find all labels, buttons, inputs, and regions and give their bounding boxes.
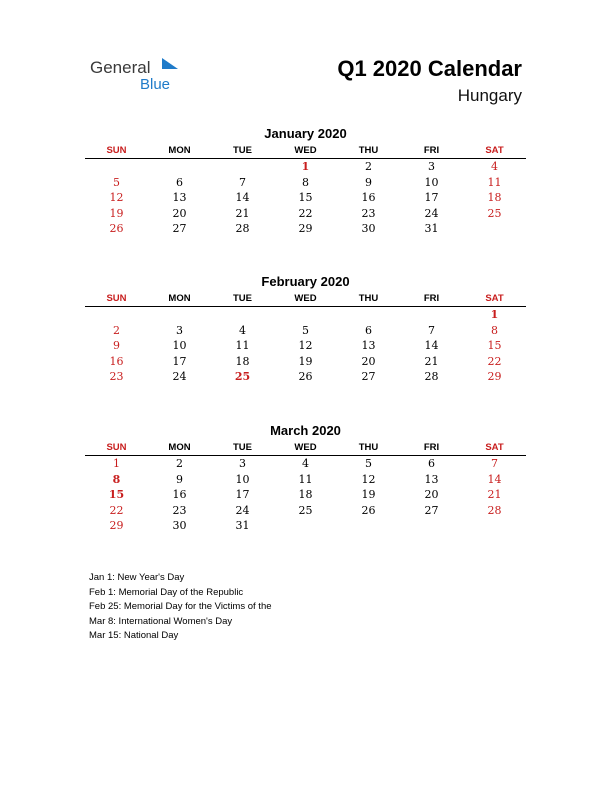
day-cell: 8	[491, 323, 498, 337]
holiday-list	[89, 571, 272, 644]
day-cell: 29	[487, 370, 502, 384]
day-cell: 4	[491, 160, 498, 174]
week-row	[85, 518, 526, 534]
day-cell: 28	[424, 370, 439, 384]
weekday-header: TUE	[233, 442, 252, 453]
holiday-item: Jan 1: New Year's Day	[89, 572, 185, 583]
day-cell: 1	[113, 457, 120, 471]
week-row	[85, 354, 526, 370]
weekday-header: TUE	[233, 293, 252, 304]
weekday-header: FRI	[423, 293, 440, 304]
day-cell: 17	[235, 488, 250, 502]
week-row	[85, 175, 526, 191]
day-cell: 22	[487, 354, 502, 368]
month-title: January 2020	[264, 126, 347, 141]
day-cell: 2	[113, 323, 120, 337]
day-cell: 14	[487, 472, 502, 486]
day-cell: 29	[298, 222, 313, 236]
month-january	[85, 125, 526, 237]
week-row	[85, 487, 526, 503]
weekday-header: SUN	[106, 145, 127, 156]
weekday-header: TUE	[233, 145, 252, 156]
day-cell: 7	[239, 175, 246, 189]
weekday-header: SAT	[485, 145, 504, 156]
day-cell: 20	[172, 206, 187, 220]
day-cell: 28	[487, 503, 502, 517]
day-cell: 30	[361, 222, 376, 236]
day-cell: 30	[172, 519, 187, 533]
day-cell: 5	[113, 175, 120, 189]
day-cell: 21	[235, 206, 250, 220]
day-cell: 18	[235, 354, 250, 368]
week-row	[85, 323, 526, 339]
logo-text-general: General	[90, 58, 151, 77]
day-cell: 19	[298, 354, 313, 368]
day-cell: 27	[172, 222, 187, 236]
day-cell: 1	[490, 308, 499, 322]
weekday-header: SAT	[485, 293, 504, 304]
holiday-item: Mar 8: International Women's Day	[89, 615, 233, 627]
day-cell: 9	[365, 175, 372, 189]
day-cell: 10	[235, 472, 250, 486]
day-cell: 4	[302, 457, 309, 471]
day-cell: 12	[298, 339, 313, 353]
general-blue-logo	[90, 56, 190, 92]
day-cell: 8	[302, 175, 309, 189]
day-cell: 14	[235, 191, 250, 205]
day-cell: 27	[424, 503, 439, 517]
day-cell: 26	[361, 503, 376, 517]
day-cell: 19	[361, 488, 376, 502]
day-cell: 6	[428, 457, 435, 471]
weekday-header: MON	[168, 442, 191, 453]
week-row	[85, 503, 526, 519]
day-cell: 27	[361, 370, 376, 384]
day-cell: 7	[491, 457, 498, 471]
day-cell: 5	[365, 457, 372, 471]
week-row	[85, 221, 526, 237]
weekday-header: SAT	[485, 442, 504, 453]
day-cell: 11	[235, 339, 250, 353]
day-cell: 11	[487, 175, 502, 189]
week-row	[85, 369, 526, 385]
day-cell: 28	[235, 222, 250, 236]
weekday-header: MON	[168, 293, 191, 304]
day-cell: 19	[109, 206, 124, 220]
day-cell: 3	[239, 457, 246, 471]
day-cell: 22	[298, 206, 313, 220]
weekday-header-row	[85, 143, 526, 159]
weekday-header: SUN	[106, 442, 127, 453]
day-cell: 13	[424, 472, 439, 486]
day-cell: 22	[109, 503, 124, 517]
weekday-header: SUN	[106, 293, 127, 304]
month-title: March 2020	[270, 423, 341, 438]
weekday-header: WED	[294, 145, 317, 156]
day-cell: 17	[172, 354, 187, 368]
day-cell: 25	[487, 206, 502, 220]
day-cell: 16	[109, 354, 124, 368]
day-cell: 17	[424, 191, 439, 205]
day-cell: 21	[487, 488, 502, 502]
day-cell: 4	[239, 323, 246, 337]
day-cell: 15	[108, 488, 125, 502]
day-cell: 11	[298, 472, 313, 486]
weekday-header: FRI	[423, 145, 440, 156]
day-cell: 20	[361, 354, 376, 368]
day-cell: 29	[109, 519, 124, 533]
day-cell: 6	[365, 323, 372, 337]
page-title: Q1 2020 Calendar	[337, 56, 522, 81]
day-cell: 13	[361, 339, 376, 353]
month-february	[85, 273, 526, 385]
day-cell: 23	[361, 206, 376, 220]
day-cell: 1	[301, 160, 310, 174]
day-cell: 24	[235, 503, 250, 517]
day-cell: 6	[176, 175, 183, 189]
week-row	[85, 307, 526, 323]
day-cell: 12	[361, 472, 376, 486]
week-row	[85, 190, 526, 206]
day-cell: 3	[176, 323, 183, 337]
week-row	[85, 159, 526, 175]
day-cell: 5	[302, 323, 309, 337]
holiday-item: Feb 25: Memorial Day for the Victims of the	[89, 601, 272, 613]
day-cell: 24	[424, 206, 439, 220]
day-cell: 12	[109, 191, 124, 205]
day-cell: 15	[298, 191, 313, 205]
day-cell: 24	[172, 370, 187, 384]
month-title: February 2020	[261, 274, 350, 289]
day-cell: 2	[365, 160, 372, 174]
week-row	[85, 456, 526, 472]
weekday-header: WED	[294, 442, 317, 453]
week-row	[85, 338, 526, 354]
day-cell: 18	[298, 488, 313, 502]
weekday-header: WED	[294, 293, 317, 304]
day-cell: 18	[487, 191, 502, 205]
day-cell: 23	[172, 503, 187, 517]
week-row	[85, 472, 526, 488]
day-cell: 26	[109, 222, 124, 236]
weekday-header: THU	[358, 293, 379, 304]
day-cell: 10	[424, 175, 439, 189]
day-cell: 16	[361, 191, 376, 205]
holiday-item: Feb 1: Memorial Day of the Republic	[89, 586, 244, 598]
day-cell: 23	[109, 370, 124, 384]
holiday-item: Mar 15: National Day	[89, 630, 179, 642]
weekday-header: THU	[358, 145, 379, 156]
day-cell: 15	[487, 339, 502, 353]
day-cell: 14	[424, 339, 439, 353]
day-cell: 13	[172, 191, 187, 205]
month-march	[85, 422, 526, 534]
page-subtitle: Hungary	[457, 86, 522, 105]
weekday-header-row	[85, 440, 526, 456]
day-cell: 3	[428, 160, 435, 174]
day-cell: 26	[298, 370, 313, 384]
day-cell: 31	[235, 519, 250, 533]
day-cell: 21	[424, 354, 439, 368]
day-cell: 20	[424, 488, 439, 502]
day-cell: 8	[112, 472, 121, 486]
week-row	[85, 206, 526, 222]
day-cell: 7	[428, 323, 435, 337]
day-cell: 9	[176, 472, 183, 486]
logo-text-blue: Blue	[140, 76, 171, 93]
day-cell: 9	[113, 339, 120, 353]
day-cell: 25	[298, 503, 313, 517]
day-cell: 2	[176, 457, 183, 471]
day-cell: 10	[172, 339, 187, 353]
weekday-header: MON	[168, 145, 191, 156]
weekday-header-row	[85, 291, 526, 307]
weekday-header: FRI	[423, 442, 440, 453]
logo-flag-icon	[160, 57, 180, 75]
day-cell: 31	[424, 222, 439, 236]
day-cell: 25	[234, 370, 251, 384]
weekday-header: THU	[358, 442, 379, 453]
day-cell: 16	[172, 488, 187, 502]
